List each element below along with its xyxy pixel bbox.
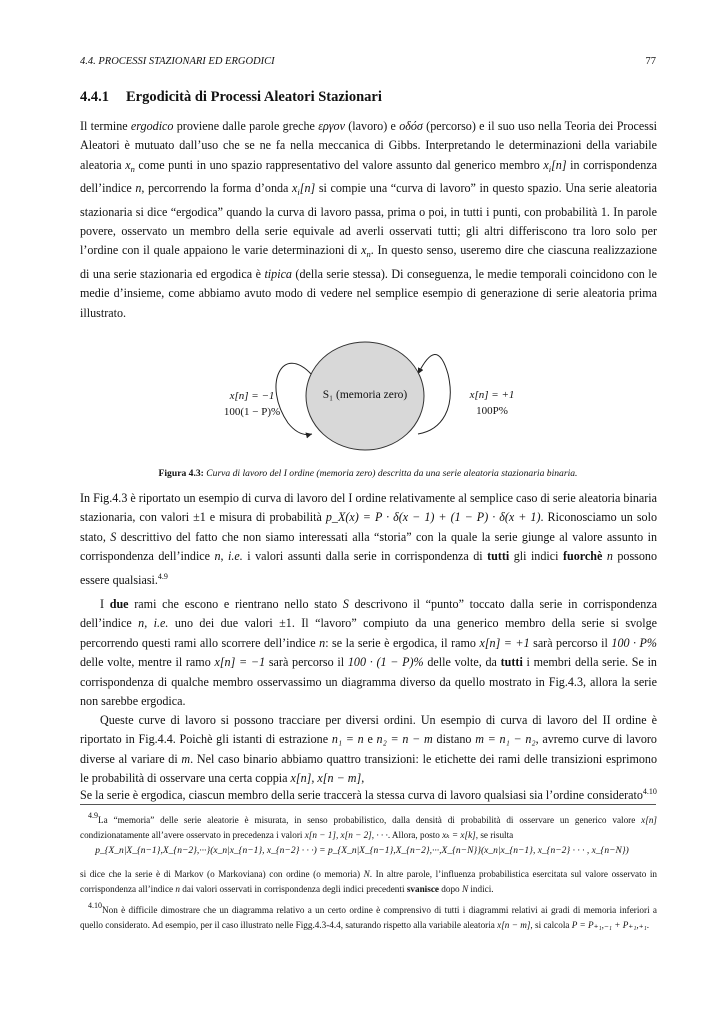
right-prob-label: 100P% bbox=[476, 405, 508, 417]
paragraph-orders: Queste curve di lavoro si possono tracciare per diversi ordini. Un esempio di curva di lavoro del II ordine è riportato in Fig.4.4. Poichè gli istanti di estrazione n₁ = n e n₂ = n − m distano m = n₁ − n₂, avremo curve di lavoro diverse al variare di m. Nel caso binario abbiamo quattro transizioni: le etichette dei rami delle transizioni esprimono le probabilità di osservare una certa coppia x[n], x[n − m], bbox=[80, 713, 658, 786]
footnote-ref: 4.10 bbox=[642, 787, 657, 796]
footnote-ref: 4.9 bbox=[157, 571, 168, 581]
paragraph-ergodic-order: Se la serie è ergodica, ciascun membro della serie traccerà la stessa curva di lavoro qualsiasi sia l’ordine considerato$^{4.10}$ bbox=[80, 787, 657, 802]
state-diagram bbox=[200, 330, 530, 455]
state-label: S₁ (memoria zero) bbox=[322, 389, 408, 401]
left-prob-label: 100(1 − P)% bbox=[223, 406, 281, 418]
right-branch-label: x[n] = +1 bbox=[469, 389, 515, 401]
section-number: 4.4.1 bbox=[80, 89, 109, 105]
footnote-4-9: 4.9La “memoria” delle serie aleatorie è misurata, in senso probabilistico, dalla densità di probabilità di osservare un generico valore x[n] condizionatamente all’avere osservato in precedenza i valori x[n − 1], x[n − 2], · · ·. Allora, posto xₖ = x[k], se risulta bbox=[80, 811, 657, 840]
footnote-4-10: 4.10Non è difficile dimostrare che un diagramma relativo a un certo ordine è comprensivo di tutti i diagrammi relativi ai gradi di memoria inferiori a quello considerato. Ad esempio, per il caso illustrato nelle Figg.4.3-4.4, saturando rispetto alla variabile aleatoria x[n − m], si calcola P = P₊₁,₋₁ + P₊₁,₊₁. bbox=[80, 901, 657, 930]
running-header bbox=[80, 56, 656, 67]
section-title: Ergodicità di Processi Aleatori Stazionari bbox=[126, 89, 382, 105]
markov-equation: p_{X_n|X_{n−1},X_{n−2},···}(x_n|x_{n−1}, x_{n−2} · · ·) = p_{X_n|X_{n−1},X_{n−2},···,X_{n−N}}(x_n|x_{n−1}, x_{n−2} · · · , x_{n−N}) bbox=[95, 846, 629, 856]
figure-caption: Figura 4.3: Curva di lavoro del I ordine (memoria zero) descritta da una serie aleatoria stazionaria binaria. bbox=[158, 468, 578, 479]
left-branch-label: x[n] = −1 bbox=[229, 390, 275, 402]
term-ergodico: ergodico bbox=[130, 119, 174, 133]
paragraph-branches: I due rami che escono e rientrano nello stato S descrivono il “punto” toccato dalla serie in corrispondenza dell’indice n, i.e. uno dei due valori ±1. Il “lavoro” compiuto da una generico membro della serie si svolge percorrendo questi rami allo scorrere dell’indice n: se la serie è ergodica, il ramo x[n] = +1 sarà percorso il 100 · P% delle volte, mentre il ramo x[n] = −1 sarà percorso il 100 · (1 − P)% delle volte, da tutti i membri della serie. Se in corrispondenza di qualche membro osservassimo un diagramma diverso da quello mostrato in Fig.4.3, allora la serie non sarebbe ergodica. bbox=[80, 597, 657, 709]
section-heading bbox=[80, 89, 382, 106]
footnote-rule bbox=[80, 804, 656, 805]
paragraph-fig-example: In Fig.4.3 è riportato un esempio di curva di lavoro del I ordine relativamente al semplice caso di serie aleatoria binaria stazionaria, con valori ±1 e misura di probabilità p_X(x) = P · δ(x − 1) + (1 − P) · δ(x + 1). Riconosciamo un solo stato, S descrittivo del fatto che non siamo interessati alla “storia” con la quale la serie giunge al valore assunto in corrispondenza dell’indice n, i.e. i valori assunti dalla serie in corrispondenza di tutti gli indici fuorchè n possono essere qualsiasi.$^{4.9}$ bbox=[80, 491, 657, 587]
header-section: 4.4. PROCESSI STAZIONARI ED ERGODICI bbox=[80, 56, 275, 67]
page-number: 77 bbox=[645, 56, 656, 67]
footnote-4-9-cont: si dice che la serie è di Markov (o Markoviana) con ordine (o memoria) N. In altre parole, l’influenza probabilistica esercitata sul valore osservato in corrispondenza all’indice n dai valori osservati in corrispondenza degli indici precedenti svanisce dopo N indici. bbox=[80, 869, 657, 894]
intro-paragraph: Il termine ergodico proviene dalle parole greche εργον (lavoro) e οδόσ (percorso) e il suo uso nella Teoria dei Processi Aleatori è mutuato dall’uso che se ne fa nella meccanica di Gibbs. Interpretando le determinazioni della variabile aleatoria $x_n$ come punti in uno spazio rappresentativo del valore assunto dal generico membro $x_i[n]$ in corrispondenza dell’indice n, percorrendo la forma d’onda $x_i[n]$ si compie una “curva di lavoro” in questo spazio. Una serie aleatoria stazionaria si dice “ergodica” quando la curva di lavoro passa, prima o poi, in tutti i punti, con probabilità 1. In parole povere, osservato un membro della serie equivale ad averli osservati tutti; gli altri differiscono tra loro solo per l’ordine con il quale appaiono le varie determinazioni di $x_n$. In questo senso, useremo dire che ciascuna realizzazione di una serie stazionaria ed ergodica è tipica (della serie stessa). Di conseguenza, le medie temporali coincidono con le medie d’insieme, come abbiamo avuto modo di vedere nel semplice esempio di generazione di serie aleatoria prima illustrato. bbox=[80, 119, 658, 320]
